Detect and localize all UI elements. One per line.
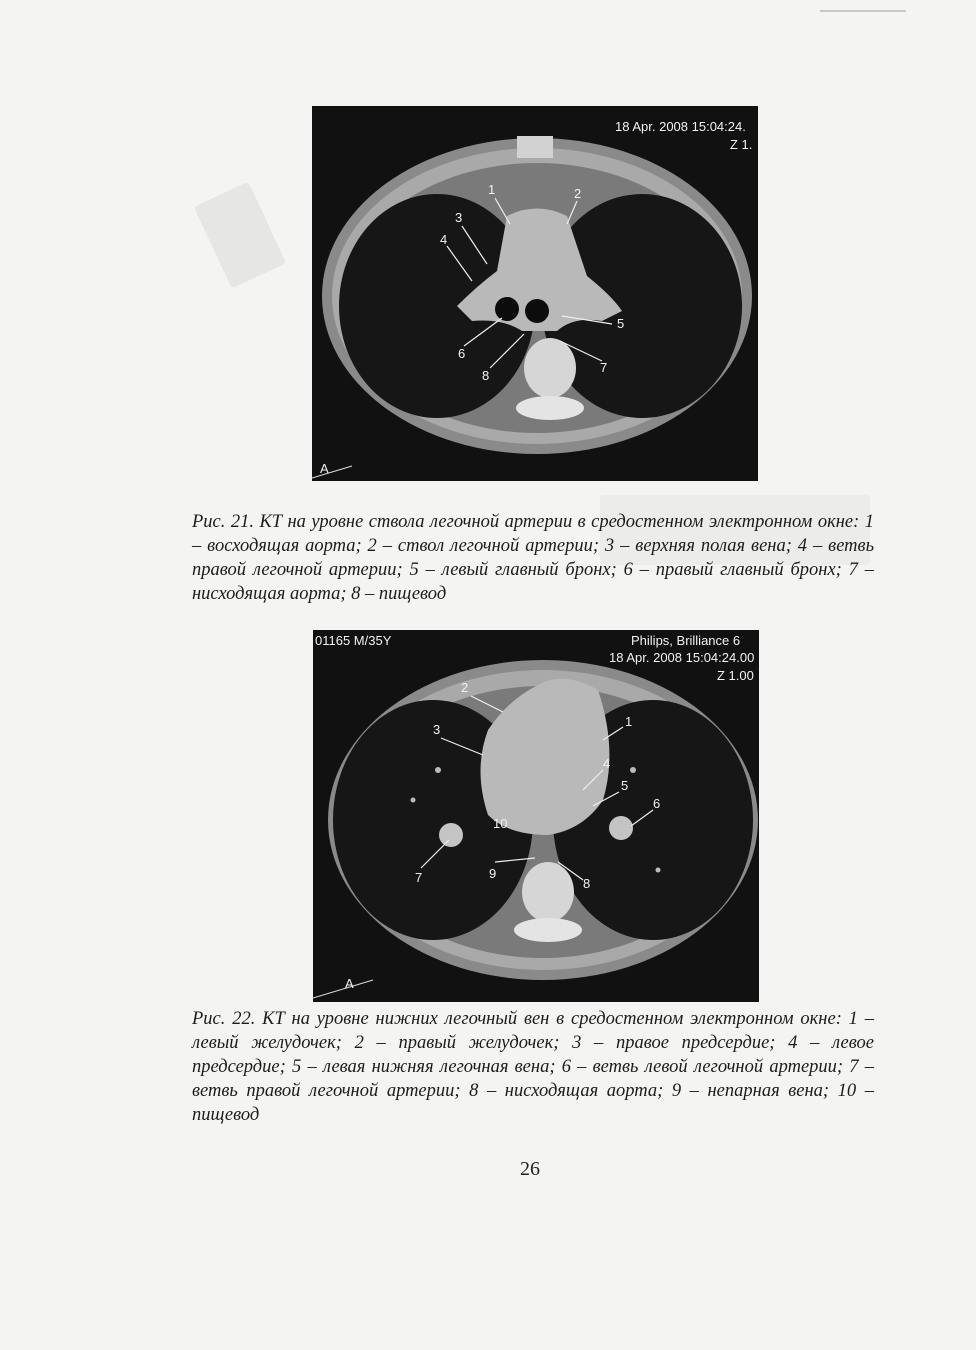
ct-image-21 bbox=[312, 106, 758, 481]
ct-scan-figure-22 bbox=[313, 630, 759, 1002]
ct-label: 4 bbox=[603, 756, 611, 771]
ct-label: 2 bbox=[461, 680, 469, 695]
ct-label: 4 bbox=[440, 232, 448, 247]
ct-label: 6 bbox=[458, 346, 466, 361]
ct-label: 8 bbox=[583, 876, 591, 891]
ct-zoom: Z 1. bbox=[730, 137, 753, 152]
ct-orientation: A bbox=[320, 461, 329, 476]
page-edge-mark bbox=[820, 10, 906, 12]
ct-label: 1 bbox=[625, 714, 633, 729]
ct-image-22 bbox=[313, 630, 759, 1002]
ct-scan-figure-21 bbox=[312, 106, 758, 481]
ct-zoom: Z 1.00 bbox=[717, 668, 754, 683]
ct-label: 1 bbox=[488, 182, 496, 197]
ct-label: 2 bbox=[574, 186, 582, 201]
ct-label: 3 bbox=[455, 210, 463, 225]
ct-device: Philips, Brilliance 6 bbox=[631, 633, 741, 648]
figure-22-caption: Рис. 22. КТ на уровне нижних легочный вен в средостенном электронном окне: 1 – левый желудочек; 2 – правый желудочек; 3 – правое предсердие; 4 – левое предсердие; 5 – левая нижняя легочная вена; 6 – ветвь левой легочной артерии; 7 – ветвь правой легочной артерии; 8 – нисходящая аорта; 9 – непарная вена; 10 – пищевод bbox=[192, 1009, 874, 1125]
ct-label: 10 bbox=[493, 816, 508, 831]
ct-patient-id: 01165 M/35Y bbox=[315, 633, 392, 648]
ct-timestamp: 18 Apr. 2008 15:04:24.00 bbox=[609, 650, 755, 665]
ct-label: 3 bbox=[433, 722, 441, 737]
ct-orientation: A bbox=[345, 976, 354, 991]
figure-21-caption: Рис. 21. КТ на уровне ствола легочной артерии в средостенном электронном окне: 1 – восходящая аорта; 2 – ствол легочной артерии; 3 – верхняя полая вена; 4 – ветвь правой легочной артерии; 5 – левый главный бронх; 6 – правый главный бронх; 7 – нисходящая аорта; 8 – пищевод bbox=[192, 512, 874, 604]
page-number: 26 bbox=[520, 1158, 540, 1180]
bleed-through-smudge bbox=[194, 182, 286, 289]
ct-label: 7 bbox=[415, 870, 423, 885]
ct-label: 9 bbox=[489, 866, 497, 881]
ct-label: 7 bbox=[600, 360, 608, 375]
ct-label: 5 bbox=[621, 778, 629, 793]
ct-label: 5 bbox=[617, 316, 625, 331]
ct-timestamp: 18 Apr. 2008 15:04:24. bbox=[615, 119, 746, 134]
ct-label: 6 bbox=[653, 796, 661, 811]
ct-label: 8 bbox=[482, 368, 490, 383]
